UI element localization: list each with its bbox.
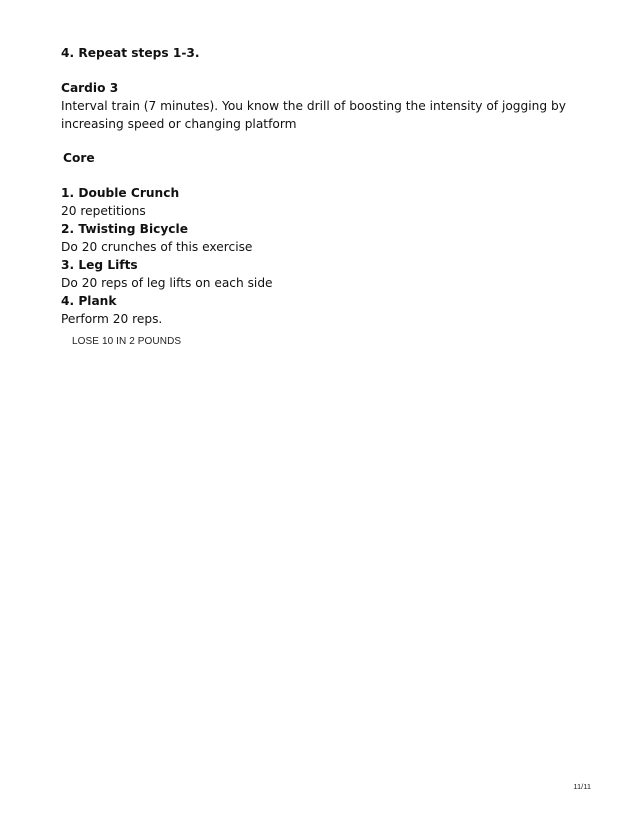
cardio-section (61, 79, 581, 133)
cardio-description: Interval train (7 minutes). You know the drill of boosting the intensity of jogging by increasing speed or changing platform (61, 99, 566, 131)
repeat-step-heading: 4. Repeat steps 1-3. (61, 46, 200, 60)
document-body (61, 44, 581, 328)
footer-note: LOSE 10 IN 2 POUNDS (72, 336, 182, 347)
core-exercise-list (61, 184, 581, 328)
exercise-detail: Perform 20 reps. (61, 312, 163, 326)
exercise-name: 1. Double Crunch (61, 186, 180, 200)
exercise-name: 4. Plank (61, 294, 117, 308)
exercise-name: 2. Twisting Bicycle (61, 222, 188, 236)
core-title: Core (63, 151, 95, 165)
exercise-detail: Do 20 crunches of this exercise (61, 240, 253, 254)
exercise-item (61, 184, 581, 220)
cardio-title: Cardio 3 (61, 81, 119, 95)
exercise-detail: Do 20 reps of leg lifts on each side (61, 276, 273, 290)
exercise-item (61, 292, 581, 328)
page-number: 11/11 (573, 782, 591, 791)
exercise-item (61, 220, 581, 256)
exercise-item (61, 256, 581, 292)
exercise-detail: 20 repetitions (61, 204, 146, 218)
exercise-name: 3. Leg Lifts (61, 258, 138, 272)
